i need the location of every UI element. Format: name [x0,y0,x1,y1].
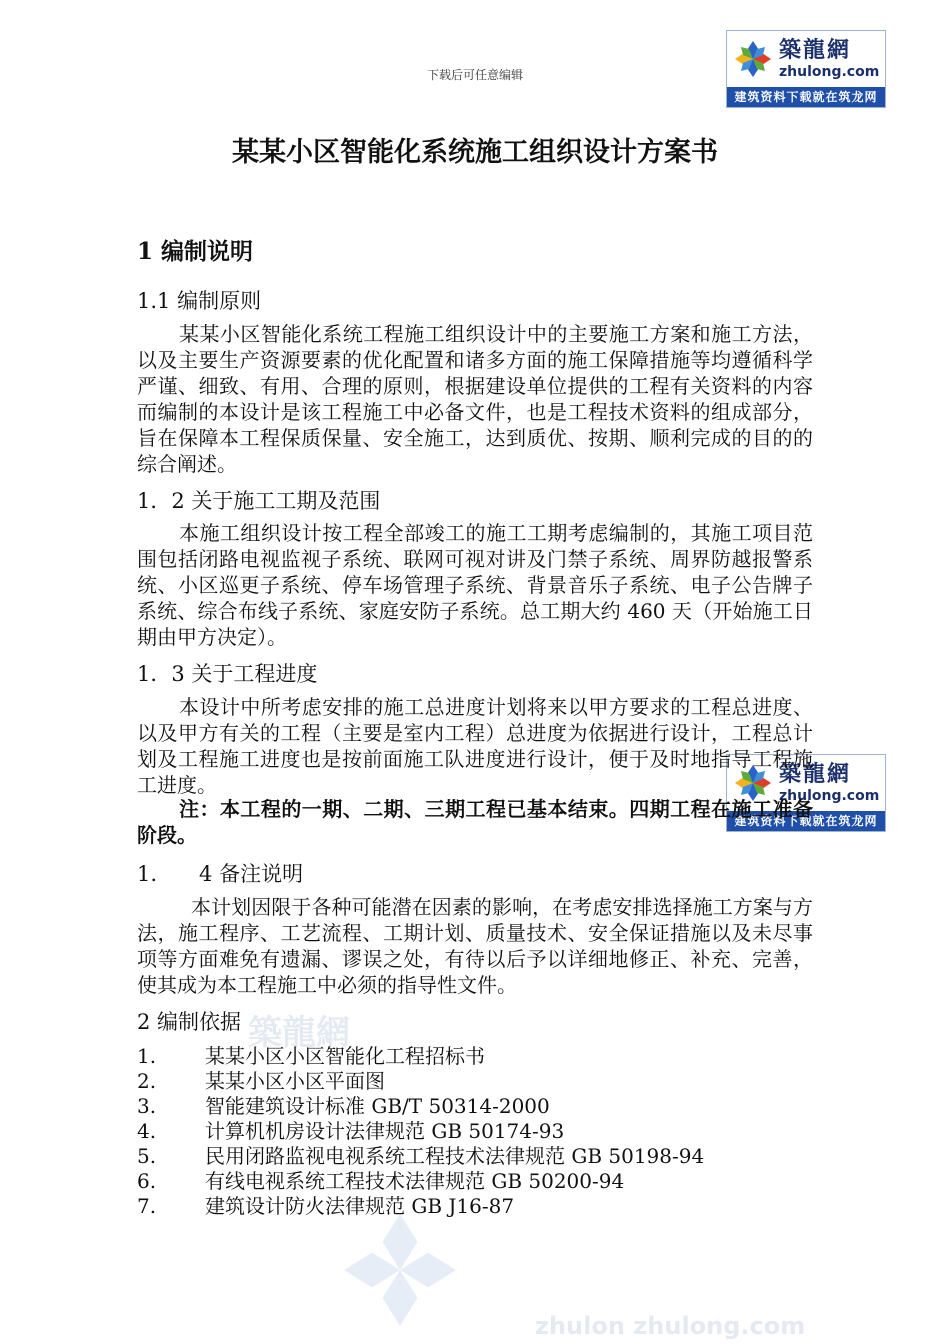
logo-name-en: zhulong.com [779,788,880,804]
document-title: 某某小区智能化系统施工组织设计方案书 [232,137,718,168]
section-1-2-heading: 1．2 关于施工工期及范围 [137,489,381,513]
section-1-1-body: 某某小区智能化系统工程施工组织设计中的主要施工方案和施工方法，以及主要生产资源要素的优化配置和诸多方面的施工保障措施等均遵循科学严谨、细致、有用、合理的原则，根据建设单位提供的工程有关资料的内容而编制的本设计是该工程施工中必备文件，也是工程技术资料的组成部分，旨在保障本工程保质保量、安全施工，达到质优、按期、顺利完成的目的的综合阐述。 [137,322,813,476]
list-item-text: 计算机机房设计法律规范 GB 50174-93 [205,1119,565,1143]
zhulong-logo-top[interactable] [726,30,886,108]
list-item-text: 智能建筑设计标准 GB/T 50314-2000 [205,1094,550,1118]
section-1-2-body: 本施工组织设计按工程全部竣工的施工工期考虑编制的，其施工项目范围包括闭路电视监视子系统、联网可视对讲及门禁子系统、周界防越报警系统、小区巡更子系统、停车场管理子系统、背景音乐子系统、电子公告牌子系统、综合布线子系统、家庭安防子系统。总工期大约 460 天（开始施工日期由甲方决定）。 [137,521,813,649]
list-item [137,1144,704,1169]
section-1-3-body: 本设计中所考虑安排的施工总进度计划将来以甲方要求的工程总进度、以及甲方有关的工程（主要是室内工程）总进度为依据进行设计，工程总计划及工程施工进度也是按前面施工队进度进行设计，便于及时地指导工程施工进度。 [137,695,813,797]
list-item [137,1194,704,1219]
section-1-4-heading: 1. 4 备注说明 [137,862,304,886]
list-item-text: 民用闭路监视电视系统工程技术法律规范 GB 50198-94 [205,1144,705,1168]
list-item-number: 2. [137,1069,157,1093]
section-1-heading: 1 编制说明 [137,238,254,265]
section-1-1-heading: 1.1 编制原则 [137,289,262,313]
zhulong-emblem-icon [733,39,773,79]
list-item-number: 4. [137,1119,157,1143]
watermark-bottom: zhulon zhulong.com [535,1312,806,1340]
list-item-text: 有线电视系统工程技术法律规范 GB 50200-94 [205,1169,625,1193]
list-item [137,1119,704,1144]
list-item [137,1069,704,1094]
list-item [137,1094,704,1119]
section-1-3-heading: 1．3 关于工程进度 [137,662,318,686]
header-note: 下载后可任意编辑 [426,68,523,82]
logo-name-cn: 築龍網 [779,38,852,63]
section-1-3-note: 注：本工程的一期、二期、三期工程已基本结束。四期工程在施工准备阶段。 [137,797,813,847]
list-item-text: 某某小区小区平面图 [205,1069,385,1093]
list-item [137,1044,704,1069]
list-item-number: 6. [137,1169,157,1193]
list-item-text: 建筑设计防火法律规范 GB J16-87 [205,1194,515,1218]
list-item-number: 3. [137,1094,157,1118]
list-item-number: 7. [137,1194,157,1218]
section-2-heading: 2 编制依据 [137,1010,242,1034]
list-item-text: 某某小区小区智能化工程招标书 [205,1044,485,1068]
logo-tagline: 建筑资料下载就在筑龙网 [727,87,885,107]
logo-name-cn: 築龍網 [779,762,852,787]
logo-name-en: zhulong.com [779,64,880,80]
list-item [137,1169,704,1194]
logo-tagline: 建筑资料下载就在筑龙网 [727,811,885,831]
reference-list [137,1044,704,1219]
list-item-number: 5. [137,1144,157,1168]
watermark-emblem [330,1200,470,1340]
watermark-mid: 築龍網 [248,1013,350,1053]
list-item-number: 1. [137,1044,157,1068]
section-1-4-body: 本计划因限于各种可能潜在因素的影响，在考虑安排选择施工方案与方法，施工程序、工艺流程、工期计划、质量技术、安全保证措施以及未尽事项等方面难免有遗漏、谬误之处，有待以后予以详细地修正、补充、完善，使其成为本工程施工中必须的指导性文件。 [137,895,813,997]
